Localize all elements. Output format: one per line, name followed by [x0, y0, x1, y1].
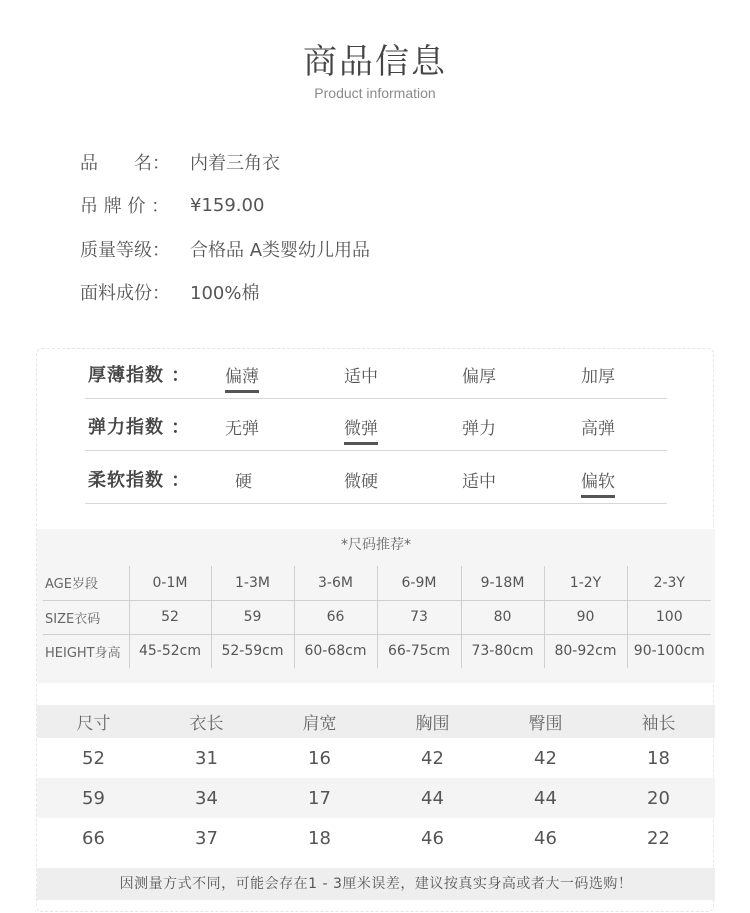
table-row [43, 566, 711, 600]
table-cell: 90 [544, 600, 627, 634]
measurement-header-row [37, 705, 715, 738]
measurement-table [37, 705, 715, 858]
info-label: 质量等级： [80, 239, 170, 261]
index-option: 适中 [462, 472, 496, 492]
size-recommendation-table [43, 566, 711, 668]
table-cell: 52 [129, 600, 211, 634]
info-value: 内着三角衣 [190, 152, 280, 174]
table-cell: 45-52cm [129, 634, 211, 668]
table-cell: 34 [195, 787, 218, 809]
row-header: SIZE衣码 [43, 600, 129, 634]
measurement-note: 因测量方式不同，可能会存在1 - 3厘米误差，建议按真实身高或者大一码选购！ [37, 868, 715, 900]
index-option: 微弹 [344, 414, 378, 439]
table-row [43, 634, 711, 668]
index-option: 弹力 [462, 419, 496, 439]
table-cell: 100 [627, 600, 711, 634]
table-cell: 59 [82, 787, 105, 809]
info-label: 面料成份： [80, 283, 170, 305]
table-cell: 42 [534, 747, 557, 769]
index-option: 适中 [344, 367, 378, 387]
elasticity-index-row [85, 401, 667, 451]
column-header: 肩宽 [302, 714, 337, 734]
column-header: 衣长 [189, 714, 224, 734]
table-cell: 90-100cm [627, 634, 711, 668]
column-header: 袖长 [641, 714, 676, 734]
info-value: 100%棉 [190, 283, 260, 305]
table-cell: 66 [294, 600, 377, 634]
info-label: 品 名： [80, 152, 170, 174]
row-header: AGE岁段 [43, 566, 129, 600]
table-cell: 3-6M [294, 566, 377, 600]
table-cell: 9-18M [461, 566, 544, 600]
page-subtitle: Product information [314, 85, 436, 101]
page-title: 商品信息 [303, 42, 447, 82]
row-header: HEIGHT身高 [45, 645, 121, 661]
table-cell: 37 [195, 827, 218, 849]
table-cell: 44 [421, 787, 444, 809]
table-cell: 73 [377, 600, 461, 634]
index-label: 厚薄指数 ： [88, 365, 191, 386]
info-row-name [80, 140, 370, 184]
table-row [37, 778, 715, 818]
index-option: 偏薄 [225, 362, 259, 387]
info-value: ¥159.00 [190, 194, 265, 216]
index-option: 偏厚 [462, 367, 496, 387]
table-cell: 1-2Y [544, 566, 627, 600]
table-cell: 80-92cm [544, 634, 627, 668]
table-cell: 18 [647, 747, 670, 769]
info-row-price [80, 184, 370, 228]
info-value: 合格品 A类婴幼儿用品 [190, 239, 371, 261]
column-header: 臀围 [528, 714, 563, 734]
table-row [37, 818, 715, 858]
table-cell: 20 [647, 787, 670, 809]
index-option: 偏软 [581, 467, 615, 492]
product-info [80, 140, 370, 314]
size-panel [36, 348, 714, 912]
table-cell: 46 [534, 827, 557, 849]
table-cell: 66 [82, 827, 105, 849]
size-recommendation [37, 529, 715, 683]
index-option: 加厚 [581, 367, 615, 387]
table-cell: 0-1M [129, 566, 211, 600]
softness-index-row [85, 454, 667, 504]
index-option: 无弹 [225, 419, 259, 439]
thickness-index-row [85, 349, 667, 399]
table-cell: 66-75cm [377, 634, 461, 668]
table-cell: 2-3Y [627, 566, 711, 600]
table-cell: 59 [211, 600, 294, 634]
column-header: 尺寸 [76, 714, 111, 734]
info-row-quality [80, 227, 370, 271]
table-cell: 42 [421, 747, 444, 769]
index-label: 弹力指数 ： [88, 417, 191, 438]
table-cell: 80 [461, 600, 544, 634]
table-cell: 6-9M [377, 566, 461, 600]
table-cell: 44 [534, 787, 557, 809]
table-cell: 18 [308, 827, 331, 849]
table-row [43, 600, 711, 634]
column-header: 胸围 [415, 714, 450, 734]
info-row-fabric [80, 271, 370, 315]
table-cell: 60-68cm [294, 634, 377, 668]
table-cell: 73-80cm [461, 634, 544, 668]
index-option: 硬 [235, 472, 252, 492]
table-cell: 31 [195, 747, 218, 769]
index-option: 高弹 [581, 419, 615, 439]
table-cell: 22 [647, 827, 670, 849]
table-cell: 16 [308, 747, 331, 769]
table-cell: 1-3M [211, 566, 294, 600]
size-recommendation-heading: *尺码推荐* [341, 537, 411, 553]
table-row [37, 738, 715, 778]
table-cell: 52-59cm [211, 634, 294, 668]
index-label: 柔软指数 ： [88, 470, 191, 491]
table-cell: 17 [308, 787, 331, 809]
table-cell: 46 [421, 827, 444, 849]
info-label: 吊 牌 价 ： [80, 196, 170, 218]
table-cell: 52 [82, 747, 105, 769]
index-option: 微硬 [344, 472, 378, 492]
